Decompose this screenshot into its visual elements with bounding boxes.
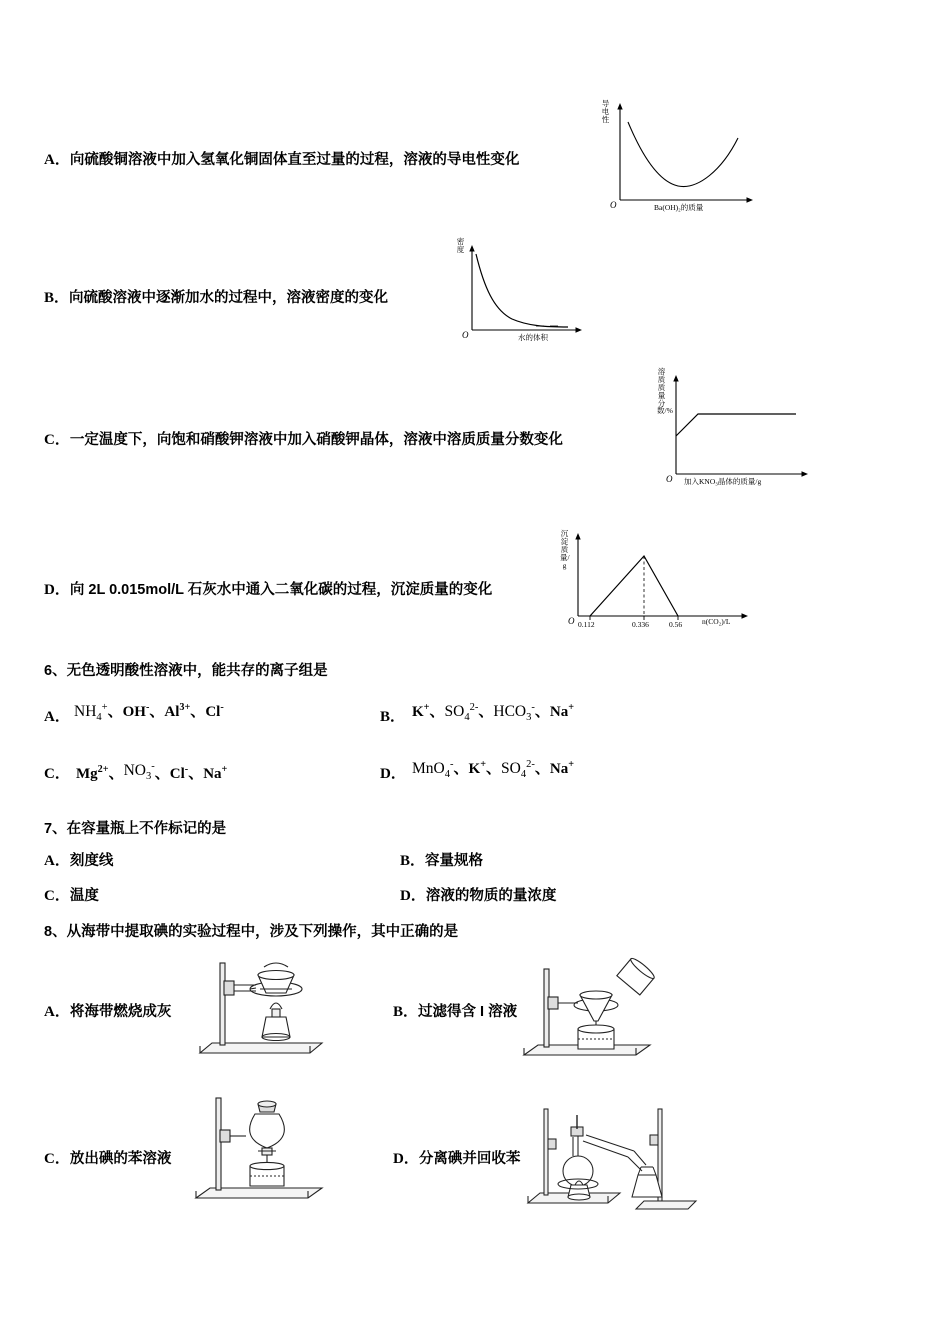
q5-chart-a-ylabel: 导电性 — [601, 99, 610, 124]
q8-option-d-dot: ． — [403, 1151, 419, 1167]
ion-cl: Cl- — [205, 702, 224, 720]
q5-option-c-dot: ． — [54, 432, 70, 448]
q6-option-a — [44, 705, 70, 726]
q7-option-c-dot: ． — [54, 888, 70, 904]
q5-option-b-letter: B — [44, 290, 55, 306]
q8-option-a-letter: A — [44, 1004, 55, 1020]
q7-option-b-letter: B — [400, 853, 411, 869]
q8-option-d-text: 分离碘并回收苯 — [418, 1151, 521, 1167]
filtration-funnel-icon — [510, 955, 670, 1070]
q5-chart-d-tick-2: 0.336 — [632, 620, 649, 629]
ion-so4b: $SO_4^{2-}$ — [501, 758, 535, 781]
q8-apparatus-b — [510, 955, 670, 1075]
q5-option-c-letter: C — [44, 432, 55, 448]
q5-chart-c-xlabel: 加入KNO₃晶体的质量/g — [684, 477, 762, 486]
q5-chart-c-origin: O — [666, 474, 673, 484]
ion-cl2: Cl- — [169, 764, 189, 782]
ion-mg2: $Mg^{2+}$ — [76, 764, 109, 782]
q7-stem-text: 、在容量瓶上不作标记的是 — [52, 821, 227, 837]
q8-apparatus-d — [510, 1105, 700, 1225]
q6-option-d-dot: ． — [390, 766, 406, 782]
q6-option-c-letter: C — [44, 766, 55, 782]
q5-option-d-dot: ． — [54, 582, 70, 598]
q7-option-d-text: 溶液的物质的量浓度 — [425, 888, 557, 904]
ion-na: Na+ — [549, 702, 575, 720]
ion-no3: $NO_3^-$ — [123, 760, 155, 783]
ion-hco3: $HCO_3^-$ — [493, 701, 535, 724]
q7-option-c — [44, 884, 99, 905]
q6-stem — [44, 659, 328, 680]
q8-option-a-dot: ． — [54, 1004, 70, 1020]
q7-option-b-dot: ． — [410, 853, 426, 869]
q6-option-b-letter: B — [380, 709, 391, 725]
ion-sep7: 、 — [108, 766, 124, 782]
q7-option-a-dot: ． — [54, 853, 70, 869]
q6-stem-text: 、无色透明酸性溶液中，能共存的离子组是 — [52, 663, 328, 679]
q5-option-b-text: 向硫酸溶液中逐渐加水的过程中，溶液密度的变化 — [69, 290, 389, 306]
q5-option-d-letter: D — [44, 582, 55, 598]
q6-option-b — [380, 705, 405, 726]
ion-nh4: $NH_4^+$ — [74, 701, 108, 724]
q6-option-a-letter: A — [44, 709, 55, 725]
q5-option-a-text: 向硫酸铜溶液中加入氢氧化铜固体直至过量的过程，溶液的导电性变化 — [69, 152, 520, 168]
q6-option-c — [44, 762, 70, 783]
ion-na2: Na+ — [203, 764, 228, 782]
q6-option-a-ions — [74, 700, 224, 723]
ion-na3: Na+ — [549, 759, 575, 777]
q8-option-c-letter: C — [44, 1151, 55, 1167]
q6-option-d — [380, 762, 406, 783]
crucible-on-tripod-icon — [180, 945, 340, 1065]
q5-chart-c-ylabel: 溶质质量分数/% — [657, 367, 673, 416]
ion-sep10: 、 — [453, 761, 469, 777]
q5-option-a-dot: ． — [54, 152, 70, 168]
ion-k2: K+ — [468, 759, 487, 777]
q5-option-d — [44, 578, 492, 599]
q5-chart-b-origin: O — [462, 330, 469, 340]
ion-k: K+ — [412, 702, 430, 720]
q8-option-b — [393, 1000, 517, 1021]
q5-option-b — [44, 286, 388, 307]
q5-option-a-letter: A — [44, 152, 55, 168]
ion-sep11: 、 — [486, 761, 502, 777]
ion-sep9: 、 — [188, 766, 204, 782]
q6-option-d-letter: D — [380, 766, 391, 782]
q7-option-a — [44, 849, 113, 870]
q6-number: 6 — [44, 663, 53, 679]
q6-option-c-dot: ． — [54, 766, 70, 782]
q7-option-d-dot: ． — [410, 888, 426, 904]
separating-funnel-icon — [180, 1090, 340, 1215]
q8-option-d — [393, 1147, 520, 1168]
q8-option-a — [44, 1000, 171, 1021]
ion-sep3: 、 — [190, 704, 206, 720]
q7-option-d-letter: D — [400, 888, 411, 904]
q8-option-c-text: 放出碘的苯溶液 — [69, 1151, 172, 1167]
q8-apparatus-a — [180, 945, 340, 1070]
q7-option-c-letter: C — [44, 888, 55, 904]
q5-chart-c — [650, 366, 830, 501]
q8-apparatus-c — [180, 1090, 340, 1220]
q8-option-c-dot: ． — [54, 1151, 70, 1167]
q7-option-d — [400, 884, 556, 905]
ion-sep: 、 — [107, 704, 123, 720]
ion-al3: $Al^{3+}$ — [164, 702, 191, 720]
q7-option-b — [400, 849, 483, 870]
q5-chart-d-origin: O — [568, 616, 575, 626]
ion-sep8: 、 — [154, 766, 170, 782]
q5-chart-a-origin: O — [610, 200, 617, 210]
ion-sep2: 、 — [149, 704, 165, 720]
q6-option-c-ions — [76, 762, 227, 785]
q5-option-d-text: 向 2L 0.015mol/L 石灰水中通入二氧化碳的过程，沉淀质量的变化 — [69, 582, 493, 598]
q5-chart-a-xlabel: Ba(OH)₂的质量 — [654, 203, 704, 212]
q5-option-c — [44, 428, 563, 449]
q5-chart-d-xlabel: n(CO₂)/L — [702, 617, 731, 626]
q8-option-d-letter: D — [393, 1151, 404, 1167]
q6-option-b-dot: ． — [390, 709, 406, 725]
q8-option-b-text: 过滤得含 I 溶液 — [418, 1004, 518, 1020]
ion-sep6: 、 — [534, 704, 550, 720]
q8-stem-text: 、从海带中提取碘的实验过程中，涉及下列操作，其中正确的是 — [52, 924, 459, 940]
q7-number: 7 — [44, 821, 53, 837]
q6-option-b-ions — [412, 700, 574, 723]
q8-stem — [44, 920, 458, 941]
q8-option-b-dot: ． — [403, 1004, 419, 1020]
q5-chart-a — [598, 96, 768, 226]
q5-chart-d — [556, 528, 776, 643]
q5-chart-b-ylabel: 密度 — [456, 237, 465, 254]
ion-sep4: 、 — [429, 704, 445, 720]
q5-option-c-text: 一定温度下，向饱和硝酸钾溶液中加入硝酸钾晶体，溶液中溶质质量分数变化 — [69, 432, 563, 448]
q6-option-a-dot: ． — [54, 709, 70, 725]
ion-sep5: 、 — [478, 704, 494, 720]
ion-oh: OH- — [122, 702, 150, 720]
q7-option-a-text: 刻度线 — [69, 853, 114, 869]
q5-chart-d-tick-1: 0.112 — [578, 620, 595, 629]
ion-sep12: 、 — [534, 761, 550, 777]
q5-chart-d-tick-3: 0.56 — [669, 620, 683, 629]
q7-stem — [44, 817, 226, 838]
distillation-setup-icon — [510, 1105, 700, 1220]
q5-chart-b — [450, 232, 610, 357]
q5-chart-b-xlabel: 水的体积 — [518, 333, 548, 342]
q8-option-c — [44, 1147, 171, 1168]
q8-option-b-letter: B — [393, 1004, 404, 1020]
q6-option-d-ions — [412, 757, 574, 780]
ion-so4: $SO_4^{2-}$ — [444, 701, 479, 724]
ion-mno4: MnO$_4$- — [412, 758, 454, 781]
q5-chart-d-ylabel: 沉淀质量/g — [560, 529, 570, 570]
q7-option-c-text: 温度 — [69, 888, 99, 904]
q7-option-a-letter: A — [44, 853, 55, 869]
q8-option-a-text: 将海带燃烧成灰 — [69, 1004, 172, 1020]
q5-option-b-dot: ． — [54, 290, 70, 306]
q8-number: 8 — [44, 924, 53, 940]
q7-option-b-text: 容量规格 — [425, 853, 484, 869]
q5-option-a — [44, 148, 519, 169]
